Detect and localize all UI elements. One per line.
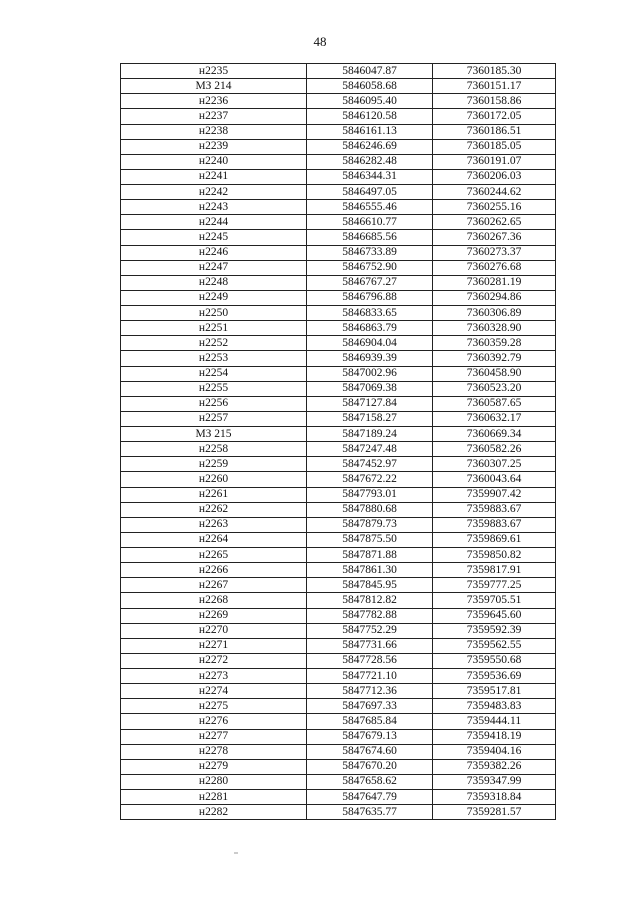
coordinates-table	[120, 63, 556, 820]
y-coordinate-cell: 7360307.25	[433, 457, 556, 472]
table-row	[121, 714, 556, 729]
table-row	[121, 729, 556, 744]
x-coordinate-cell: 5846095.40	[307, 94, 433, 109]
table-row	[121, 548, 556, 563]
page-number: 48	[313, 34, 327, 49]
x-coordinate-cell: 5846120.58	[307, 109, 433, 124]
y-coordinate-cell: 7360276.68	[433, 260, 556, 275]
point-name-cell: н2260	[121, 472, 307, 487]
point-name-cell: н2242	[121, 185, 307, 200]
table-row	[121, 396, 556, 411]
y-coordinate-cell: 7360043.64	[433, 472, 556, 487]
point-name-cell: н2278	[121, 744, 307, 759]
point-name-cell: н2235	[121, 64, 307, 79]
table-row	[121, 306, 556, 321]
y-coordinate-cell: 7360191.07	[433, 154, 556, 169]
y-coordinate-cell: 7360267.36	[433, 230, 556, 245]
x-coordinate-cell: 5847752.29	[307, 623, 433, 638]
y-coordinate-cell: 7360632.17	[433, 411, 556, 426]
table-row	[121, 336, 556, 351]
x-coordinate-cell: 5846246.69	[307, 139, 433, 154]
point-name-cell: н2276	[121, 714, 307, 729]
table-row	[121, 185, 556, 200]
y-coordinate-cell: 7360186.51	[433, 124, 556, 139]
y-coordinate-cell: 7359550.68	[433, 653, 556, 668]
point-name-cell: н2250	[121, 306, 307, 321]
x-coordinate-cell: 5847728.56	[307, 653, 433, 668]
y-coordinate-cell: 7359777.25	[433, 578, 556, 593]
point-name-cell: МЗ 215	[121, 427, 307, 442]
table-row	[121, 638, 556, 653]
point-name-cell: н2244	[121, 215, 307, 230]
table-row	[121, 623, 556, 638]
y-coordinate-cell: 7360206.03	[433, 169, 556, 184]
x-coordinate-cell: 5846047.87	[307, 64, 433, 79]
x-coordinate-cell: 5847069.38	[307, 381, 433, 396]
table-row	[121, 790, 556, 805]
point-name-cell: н2272	[121, 653, 307, 668]
y-coordinate-cell: 7359562.55	[433, 638, 556, 653]
point-name-cell: н2267	[121, 578, 307, 593]
x-coordinate-cell: 5846282.48	[307, 154, 433, 169]
y-coordinate-cell: 7359883.67	[433, 502, 556, 517]
y-coordinate-cell: 7359536.69	[433, 669, 556, 684]
x-coordinate-cell: 5846939.39	[307, 351, 433, 366]
point-name-cell: н2270	[121, 623, 307, 638]
point-name-cell: н2246	[121, 245, 307, 260]
x-coordinate-cell: 5847845.95	[307, 578, 433, 593]
y-coordinate-cell: 7359444.11	[433, 714, 556, 729]
point-name-cell: н2256	[121, 396, 307, 411]
point-name-cell: н2254	[121, 366, 307, 381]
table-row	[121, 457, 556, 472]
y-coordinate-cell: 7360359.28	[433, 336, 556, 351]
table-row	[121, 699, 556, 714]
x-coordinate-cell: 5847880.68	[307, 502, 433, 517]
x-coordinate-cell: 5847452.97	[307, 457, 433, 472]
x-coordinate-cell: 5847793.01	[307, 487, 433, 502]
y-coordinate-cell: 7360262.65	[433, 215, 556, 230]
y-coordinate-cell: 7359705.51	[433, 593, 556, 608]
point-name-cell: н2241	[121, 169, 307, 184]
table-row	[121, 139, 556, 154]
table-row	[121, 200, 556, 215]
y-coordinate-cell: 7359382.26	[433, 759, 556, 774]
point-name-cell: н2277	[121, 729, 307, 744]
table-row	[121, 381, 556, 396]
table-row	[121, 563, 556, 578]
x-coordinate-cell: 5847712.36	[307, 684, 433, 699]
y-coordinate-cell: 7360151.17	[433, 79, 556, 94]
point-name-cell: н2248	[121, 275, 307, 290]
point-name-cell: н2253	[121, 351, 307, 366]
x-coordinate-cell: 5846555.46	[307, 200, 433, 215]
point-name-cell: н2274	[121, 684, 307, 699]
y-coordinate-cell: 7360458.90	[433, 366, 556, 381]
x-coordinate-cell: 5847731.66	[307, 638, 433, 653]
y-coordinate-cell: 7360582.26	[433, 442, 556, 457]
x-coordinate-cell: 5847670.20	[307, 759, 433, 774]
y-coordinate-cell: 7359281.57	[433, 805, 556, 820]
table-row	[121, 669, 556, 684]
point-name-cell: н2255	[121, 381, 307, 396]
table-row	[121, 684, 556, 699]
table-row	[121, 94, 556, 109]
point-name-cell: н2261	[121, 487, 307, 502]
table-row	[121, 759, 556, 774]
x-coordinate-cell: 5847721.10	[307, 669, 433, 684]
y-coordinate-cell: 7360273.37	[433, 245, 556, 260]
y-coordinate-cell: 7360185.05	[433, 139, 556, 154]
y-coordinate-cell: 7359347.99	[433, 774, 556, 789]
table-row	[121, 275, 556, 290]
table-row	[121, 472, 556, 487]
table-row	[121, 109, 556, 124]
y-coordinate-cell: 7360244.62	[433, 185, 556, 200]
point-name-cell: н2268	[121, 593, 307, 608]
table-row	[121, 411, 556, 426]
x-coordinate-cell: 5846767.27	[307, 275, 433, 290]
x-coordinate-cell: 5847875.50	[307, 532, 433, 547]
point-name-cell: н2281	[121, 790, 307, 805]
point-name-cell: н2280	[121, 774, 307, 789]
x-coordinate-cell: 5846344.31	[307, 169, 433, 184]
table-row	[121, 230, 556, 245]
point-name-cell: МЗ 214	[121, 79, 307, 94]
table-row	[121, 154, 556, 169]
x-coordinate-cell: 5847861.30	[307, 563, 433, 578]
point-name-cell: н2263	[121, 517, 307, 532]
y-coordinate-cell: 7359318.84	[433, 790, 556, 805]
y-coordinate-cell: 7360185.30	[433, 64, 556, 79]
table-row	[121, 744, 556, 759]
point-name-cell: н2257	[121, 411, 307, 426]
table-row	[121, 427, 556, 442]
point-name-cell: н2237	[121, 109, 307, 124]
table-row	[121, 79, 556, 94]
y-coordinate-cell: 7359517.81	[433, 684, 556, 699]
x-coordinate-cell: 5846833.65	[307, 306, 433, 321]
x-coordinate-cell: 5846752.90	[307, 260, 433, 275]
x-coordinate-cell: 5846161.13	[307, 124, 433, 139]
x-coordinate-cell: 5847871.88	[307, 548, 433, 563]
y-coordinate-cell: 7359883.67	[433, 517, 556, 532]
point-name-cell: н2251	[121, 321, 307, 336]
y-coordinate-cell: 7360392.79	[433, 351, 556, 366]
point-name-cell: н2269	[121, 608, 307, 623]
y-coordinate-cell: 7360158.86	[433, 94, 556, 109]
y-coordinate-cell: 7359869.61	[433, 532, 556, 547]
point-name-cell: н2239	[121, 139, 307, 154]
y-coordinate-cell: 7359645.60	[433, 608, 556, 623]
y-coordinate-cell: 7360587.65	[433, 396, 556, 411]
point-name-cell: н2249	[121, 290, 307, 305]
y-coordinate-cell: 7359404.16	[433, 744, 556, 759]
table-row	[121, 532, 556, 547]
table-row	[121, 442, 556, 457]
y-coordinate-cell: 7360255.16	[433, 200, 556, 215]
table-row	[121, 805, 556, 820]
y-coordinate-cell: 7360172.05	[433, 109, 556, 124]
table-row	[121, 124, 556, 139]
scan-mark	[234, 852, 238, 854]
x-coordinate-cell: 5847674.60	[307, 744, 433, 759]
y-coordinate-cell: 7359850.82	[433, 548, 556, 563]
point-name-cell: н2258	[121, 442, 307, 457]
table-row	[121, 290, 556, 305]
x-coordinate-cell: 5847697.33	[307, 699, 433, 714]
x-coordinate-cell: 5846904.04	[307, 336, 433, 351]
y-coordinate-cell: 7360306.89	[433, 306, 556, 321]
y-coordinate-cell: 7359907.42	[433, 487, 556, 502]
y-coordinate-cell: 7359418.19	[433, 729, 556, 744]
table-row	[121, 608, 556, 623]
point-name-cell: н2247	[121, 260, 307, 275]
x-coordinate-cell: 5847002.96	[307, 366, 433, 381]
x-coordinate-cell: 5847672.22	[307, 472, 433, 487]
x-coordinate-cell: 5846685.56	[307, 230, 433, 245]
x-coordinate-cell: 5846610.77	[307, 215, 433, 230]
table-row	[121, 321, 556, 336]
x-coordinate-cell: 5847879.73	[307, 517, 433, 532]
table-row	[121, 487, 556, 502]
x-coordinate-cell: 5847658.62	[307, 774, 433, 789]
x-coordinate-cell: 5846733.89	[307, 245, 433, 260]
y-coordinate-cell: 7360294.86	[433, 290, 556, 305]
x-coordinate-cell: 5846863.79	[307, 321, 433, 336]
point-name-cell: н2275	[121, 699, 307, 714]
point-name-cell: н2264	[121, 532, 307, 547]
x-coordinate-cell: 5847158.27	[307, 411, 433, 426]
x-coordinate-cell: 5847189.24	[307, 427, 433, 442]
point-name-cell: н2240	[121, 154, 307, 169]
table-row	[121, 351, 556, 366]
x-coordinate-cell: 5846497.05	[307, 185, 433, 200]
y-coordinate-cell: 7360523.20	[433, 381, 556, 396]
point-name-cell: н2243	[121, 200, 307, 215]
point-name-cell: н2236	[121, 94, 307, 109]
table-row	[121, 215, 556, 230]
point-name-cell: н2266	[121, 563, 307, 578]
point-name-cell: н2271	[121, 638, 307, 653]
y-coordinate-cell: 7360328.90	[433, 321, 556, 336]
point-name-cell: н2238	[121, 124, 307, 139]
x-coordinate-cell: 5846796.88	[307, 290, 433, 305]
x-coordinate-cell: 5847685.84	[307, 714, 433, 729]
x-coordinate-cell: 5847635.77	[307, 805, 433, 820]
point-name-cell: н2259	[121, 457, 307, 472]
table-row	[121, 774, 556, 789]
table-row	[121, 64, 556, 79]
y-coordinate-cell: 7360669.34	[433, 427, 556, 442]
x-coordinate-cell: 5847247.48	[307, 442, 433, 457]
x-coordinate-cell: 5847782.88	[307, 608, 433, 623]
table-row	[121, 517, 556, 532]
y-coordinate-cell: 7359817.91	[433, 563, 556, 578]
y-coordinate-cell: 7359592.39	[433, 623, 556, 638]
point-name-cell: н2282	[121, 805, 307, 820]
point-name-cell: н2262	[121, 502, 307, 517]
point-name-cell: н2265	[121, 548, 307, 563]
table-row	[121, 578, 556, 593]
table-row	[121, 260, 556, 275]
point-name-cell: н2245	[121, 230, 307, 245]
point-name-cell: н2279	[121, 759, 307, 774]
x-coordinate-cell: 5847679.13	[307, 729, 433, 744]
table-row	[121, 593, 556, 608]
x-coordinate-cell: 5847127.84	[307, 396, 433, 411]
x-coordinate-cell: 5847647.79	[307, 790, 433, 805]
y-coordinate-cell: 7360281.19	[433, 275, 556, 290]
y-coordinate-cell: 7359483.83	[433, 699, 556, 714]
x-coordinate-cell: 5847812.82	[307, 593, 433, 608]
coordinates-table-body	[121, 64, 556, 820]
point-name-cell: н2273	[121, 669, 307, 684]
table-row	[121, 245, 556, 260]
table-row	[121, 653, 556, 668]
table-row	[121, 502, 556, 517]
table-row	[121, 366, 556, 381]
x-coordinate-cell: 5846058.68	[307, 79, 433, 94]
point-name-cell: н2252	[121, 336, 307, 351]
table-row	[121, 169, 556, 184]
